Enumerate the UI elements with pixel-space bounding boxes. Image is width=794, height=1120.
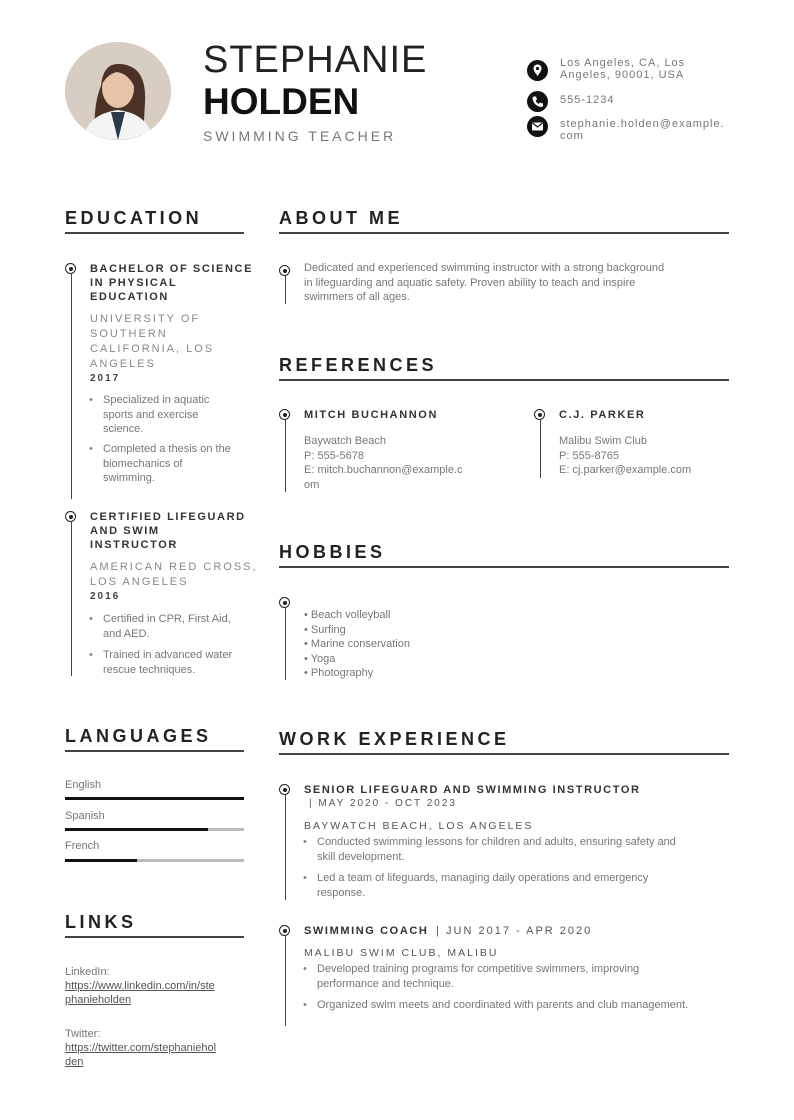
references-heading: REFERENCES xyxy=(279,355,438,375)
links-heading: LINKS xyxy=(65,912,137,932)
work-heading: WORK EXPERIENCE xyxy=(279,729,510,749)
about-bullet-dot xyxy=(279,265,290,276)
language-name: English xyxy=(65,779,102,791)
education-bullet-dot xyxy=(65,511,76,522)
phone-icon xyxy=(527,91,548,112)
email-line-2: com xyxy=(560,130,584,142)
list-item: • Yoga xyxy=(304,652,336,665)
job-bullet: • Led a team of lifeguards, managing daily operations and emergency response. xyxy=(317,871,648,900)
reference-bullet-dot xyxy=(534,409,545,420)
language-level-fill xyxy=(65,797,244,800)
address-line-1: Los Angeles, CA, Los xyxy=(560,57,686,69)
hobbies-bullet-dot xyxy=(279,597,290,608)
job-dates: | JUN 2017 - APR 2020 xyxy=(436,925,593,937)
references-rule xyxy=(279,379,729,381)
reference-name: C.J. PARKER xyxy=(559,409,646,421)
work-timeline xyxy=(285,795,286,900)
job-title: SENIOR LIFEGUARD AND SWIMMING INSTRUCTOR xyxy=(304,784,641,796)
education-bullet: • Specialized in aquatic sports and exercise science. xyxy=(103,393,209,437)
location-pin-icon xyxy=(527,60,548,81)
linkedin-label: LinkedIn: xyxy=(65,966,110,978)
education-bullet: • Trained in advanced water rescue techniques. xyxy=(103,648,232,677)
job-company: MALIBU SWIM CLUB, MALIBU xyxy=(304,947,499,959)
languages-rule xyxy=(65,750,244,752)
phone-number: 555-1234 xyxy=(560,94,615,106)
job-bullet: • Developed training programs for competitive swimmers, improving performance and technique. xyxy=(317,962,639,991)
education-timeline xyxy=(71,274,72,499)
hobbies-list xyxy=(304,608,410,681)
email-icon xyxy=(527,116,548,137)
list-item: • Beach volleyball xyxy=(304,609,391,621)
job-title: SWIMMING TEACHER xyxy=(203,128,397,144)
links-rule xyxy=(65,936,244,938)
job-bullet-dot xyxy=(279,925,290,936)
education-year: 2017 xyxy=(90,373,121,384)
languages-heading: LANGUAGES xyxy=(65,726,212,746)
address-line-2: Angeles, 90001, USA xyxy=(560,69,685,81)
work-timeline xyxy=(285,936,286,1026)
education-bullet: • Certified in CPR, First Aid, and AED. xyxy=(103,612,231,641)
about-text: Dedicated and experienced swimming instructor with a strong background in lifeguarding and aquatic safety. Proven ability to teach and inspire swimmers of all ages. xyxy=(304,262,665,303)
job-dates: | MAY 2020 - OCT 2023 xyxy=(309,798,457,809)
reference-timeline xyxy=(540,420,541,478)
language-level-bar xyxy=(65,828,244,831)
job-bullet-dot xyxy=(279,784,290,795)
language-name: Spanish xyxy=(65,810,105,822)
about-heading: ABOUT ME xyxy=(279,208,403,228)
reference-details: Baywatch Beach P: 555-5678 E: mitch.buchannon@example.c om xyxy=(304,435,463,491)
education-rule xyxy=(65,232,244,234)
education-timeline xyxy=(71,522,72,676)
job-bullet: • Conducted swimming lessons for children and adults, ensuring safety and skill development. xyxy=(317,835,676,864)
email-line-1: stephanie.holden@example. xyxy=(560,118,725,130)
school-name: AMERICAN RED CROSS, LOS ANGELES xyxy=(90,561,258,588)
linkedin-link[interactable]: https://www.linkedin.com/in/ste phanieholden xyxy=(65,980,215,1006)
education-bullet-dot xyxy=(65,263,76,274)
last-name: HOLDEN xyxy=(203,81,360,122)
twitter-label: Twitter: xyxy=(65,1028,101,1040)
list-item: • Surfing xyxy=(304,623,346,636)
degree-title: BACHELOR OF SCIENCE IN PHYSICAL EDUCATION xyxy=(90,263,254,303)
language-level-bar xyxy=(65,797,244,800)
hobbies-heading: HOBBIES xyxy=(279,542,386,562)
language-level-fill xyxy=(65,828,208,831)
job-bullet: • Organized swim meets and coordinated with parents and club management. xyxy=(317,998,688,1013)
hobbies-rule xyxy=(279,566,729,568)
twitter-link[interactable]: https://twitter.com/stephaniehol den xyxy=(65,1042,217,1068)
hobbies-timeline xyxy=(285,608,286,680)
job-title: SWIMMING COACH | JUN 2017 - APR 2020 xyxy=(304,925,593,937)
degree-title: CERTIFIED LIFEGUARD AND SWIM INSTRUCTOR xyxy=(90,511,246,551)
first-name: STEPHANIE xyxy=(203,39,428,81)
school-name: UNIVERSITY OF SOUTHERN CALIFORNIA, LOS ANGELES xyxy=(90,313,215,370)
language-level-bar xyxy=(65,859,244,862)
education-heading: EDUCATION xyxy=(65,208,203,228)
about-timeline xyxy=(285,276,286,304)
job-company: BAYWATCH BEACH, LOS ANGELES xyxy=(304,820,534,832)
language-level-fill xyxy=(65,859,137,862)
reference-name: MITCH BUCHANNON xyxy=(304,409,438,421)
reference-timeline xyxy=(285,420,286,492)
reference-details: Malibu Swim Club P: 555-8765 E: cj.parker@example.com xyxy=(559,435,692,476)
reference-bullet-dot xyxy=(279,409,290,420)
profile-photo xyxy=(65,42,171,140)
list-item: • Photography xyxy=(304,667,374,679)
education-bullet: • Completed a thesis on the biomechanics of swimming. xyxy=(103,442,231,486)
about-rule xyxy=(279,232,729,234)
list-item: • Marine conservation xyxy=(304,638,410,650)
work-rule xyxy=(279,753,729,755)
education-year: 2016 xyxy=(90,591,121,602)
language-name: French xyxy=(65,840,100,852)
